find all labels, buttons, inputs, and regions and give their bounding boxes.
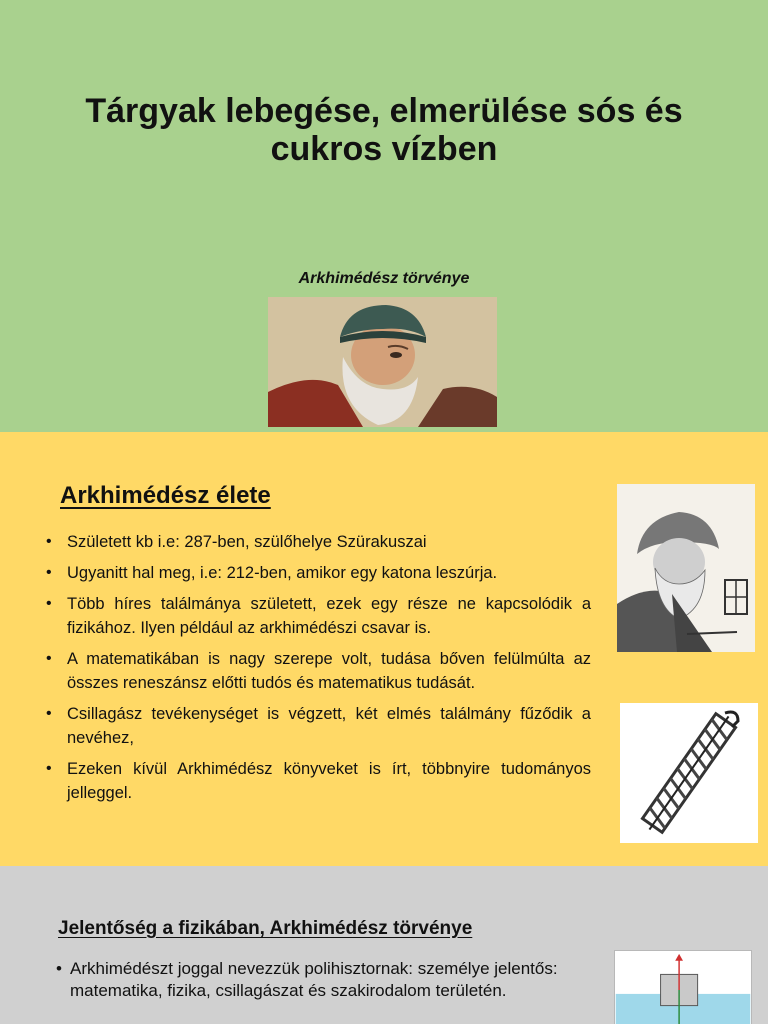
archimedes-portrait-image bbox=[268, 297, 497, 427]
slide-title: Tárgyak lebegése, elmerülése sós és cukros vízben bbox=[85, 92, 683, 168]
list-item: • Több híres találmánya született, ezek egy része ne kapcsolódik a fizikához. Ilyen például az arkhimédészi csavar is. bbox=[46, 592, 591, 640]
list-item: • A matematikában is nagy szerepe volt, tudása bőven felülmúlta az összes reneszánsz előtti tudós és matematikus tudását. bbox=[46, 647, 591, 695]
bullet-list bbox=[46, 530, 591, 812]
bullet-list bbox=[56, 958, 576, 1002]
biography-slide bbox=[0, 432, 768, 866]
slide-heading: Jelentőség a fizikában, Arkhimédész törvénye bbox=[58, 918, 473, 939]
significance-slide bbox=[0, 866, 768, 1024]
slide-subtitle: Arkhimédész törvénye bbox=[298, 270, 470, 287]
archimedes-engraving-image bbox=[617, 484, 755, 652]
buoyancy-diagram-image bbox=[614, 950, 752, 1024]
archimedes-screw-image bbox=[620, 703, 758, 843]
list-item: • Ugyanitt hal meg, i.e: 212-ben, amikor egy katona leszúrja. bbox=[46, 561, 591, 585]
title-slide bbox=[0, 0, 768, 432]
list-item: • Ezeken kívül Arkhimédész könyveket is írt, többnyire tudományos jelleggel. bbox=[46, 757, 591, 805]
slide-heading: Arkhimédész élete bbox=[60, 482, 271, 509]
list-item: • Csillagász tevékenységet is végzett, két elmés találmány fűződik a nevéhez, bbox=[46, 702, 591, 750]
list-item: • Arkhimédészt joggal nevezzük polihisztornak: személye jelentős: matematika, fizika, csillagászat és szakirodalom területén. bbox=[56, 958, 576, 1002]
list-item: • Született kb i.e: 287-ben, szülőhelye Szürakuszai bbox=[46, 530, 591, 554]
